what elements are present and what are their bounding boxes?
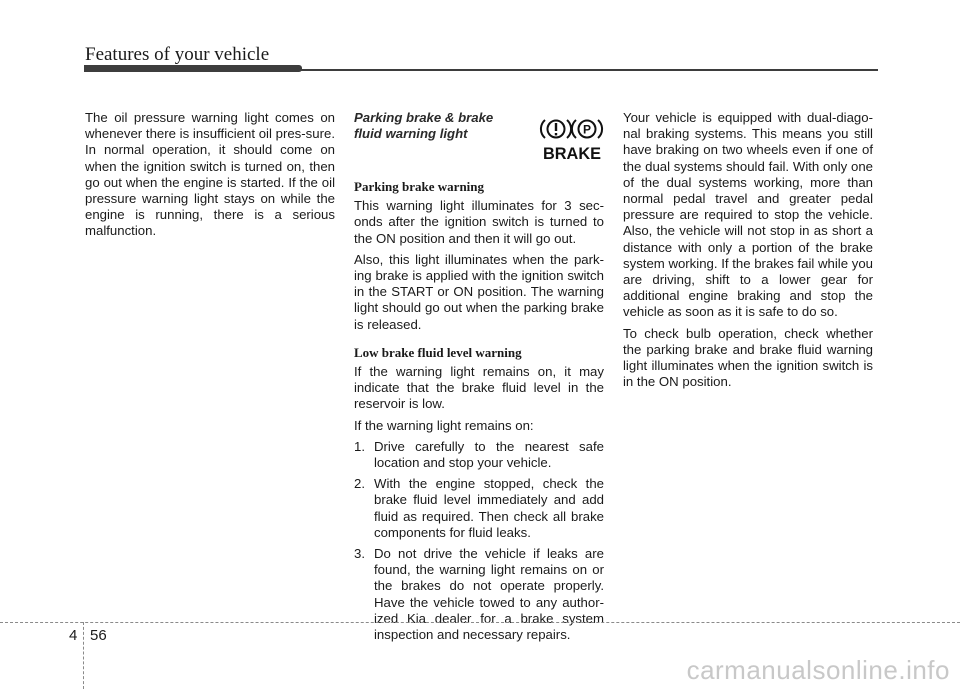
list-item [354,439,604,471]
footer-rule [0,622,960,623]
parking-brake-paragraph-2: Also, this light illuminates when the park-ing brake is applied with the ignition switch in the START or ON position. The warning light should go out when the parking brake is released. [354,251,604,332]
watermark: carmanualsonline.info [686,655,950,685]
dual-brake-paragraph: Your vehicle is equipped with dual-diago-nal braking systems. This means you still have braking on two wheels even if one of the dual systems should fail. With only one of the dual systems working, more than normal pedal travel and greater pedal pressure are required to stop the vehicle. Also, the vehicle will not stop in as short a distance with only a portion of the brake system working. If the brakes fail while you are driving, shift to a lower gear for additional engine braking and stop the vehicle as soon as it is safe to do so. [623,110,873,320]
column-middle [354,110,604,648]
subhead-low-brake-fluid: Low brake fluid level warning [354,344,522,360]
brake-fluid-paragraph-2: If the warning light remains on: [354,417,534,433]
list-item-number: 2. [354,476,365,492]
list-item [354,546,604,643]
parking-brake-paragraph-1: This warning light illuminates for 3 sec-onds after the ignition switch is turned to the ON position and then it will go out. [354,198,604,246]
list-item-text: Drive carefully to the nearest safe location and stop your vehicle. [374,438,604,471]
list-item-number: 1. [354,438,365,454]
page-header-title: Features of your vehicle [85,44,270,65]
brake-fluid-paragraph-1: If the warning light remains on, it may indicate that the brake fluid level in the reservoir is low. [354,364,604,412]
list-item-number: 3. [354,546,365,562]
list-item-text: With the engine stopped, check the brake fluid level immediately and add fluid as required. Then check all brake components for fluid leaks. [374,476,604,540]
header-rule-thin [300,69,878,71]
steps-list [354,439,604,643]
section-title-line2: fluid warning light [354,126,468,141]
bulb-check-paragraph: To check bulb operation, check whether the parking brake and brake fluid warning light illuminates when the ignition switch is in the ON position. [623,325,873,390]
page-number: 56 [90,627,107,644]
brake-icon-label: BRAKE [543,144,601,162]
list-item-text: Do not drive the vehicle if leaks are found, the warning light remains on or the brakes do not operate properly. Have the vehicle towed to any author-ized Kia dealer for a brake system inspection and necessary repairs. [374,546,604,643]
svg-text:P: P [582,122,592,137]
column-right [623,110,873,395]
header-rule-thick [84,65,302,72]
footer-divider [83,622,84,689]
chapter-number: 4 [69,627,78,644]
oil-pressure-paragraph: The oil pressure warning light comes on whenever there is insufficient oil pres-sure. In normal operation, it should come on when the ignition switch is turned on, then go out when the engine is started. If the oil pressure warning light stays on while the engine is running, there is a serious malfunction. [85,110,335,239]
list-item [354,476,604,541]
column-left [85,110,335,245]
section-title-line1: Parking brake & brake [354,110,494,125]
subhead-parking-brake: Parking brake warning [354,179,485,194]
parking-brake-warning-icon [539,110,605,162]
